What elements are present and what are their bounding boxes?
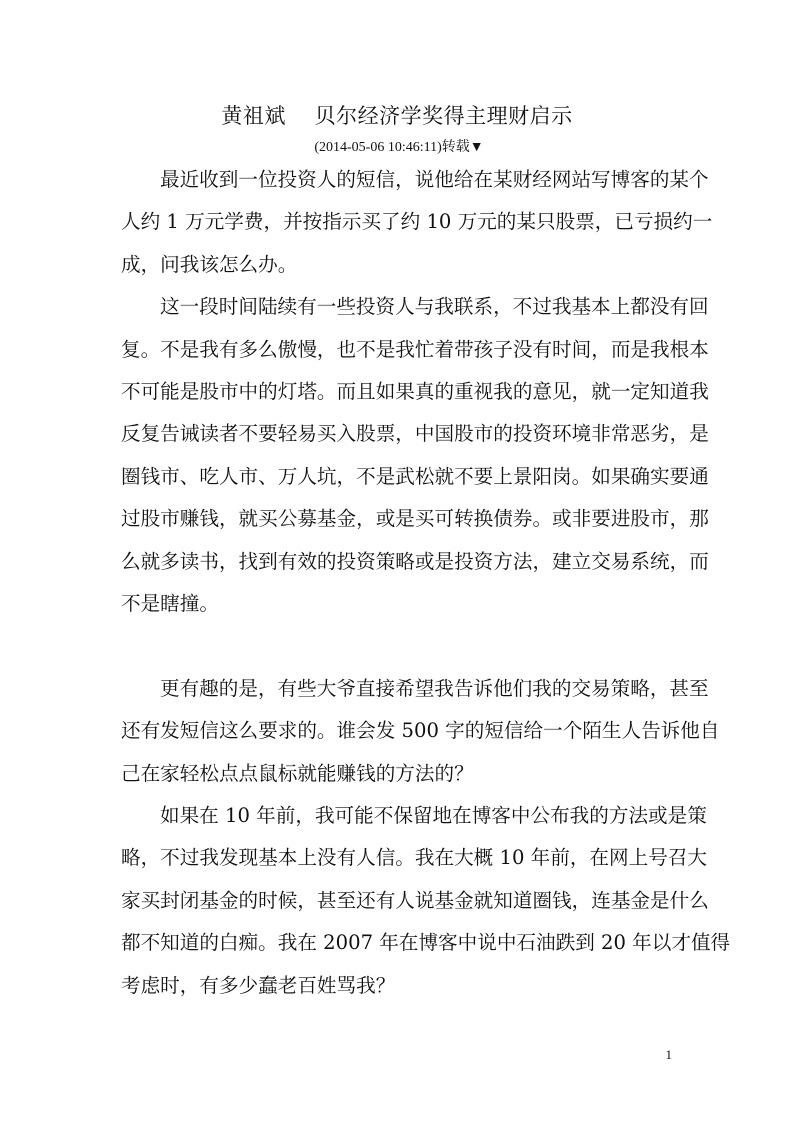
- text-line: 都不知道的白痴。我在 2007 年在博客中说中石油跌到 20 年以才值得: [121, 931, 731, 955]
- document-title: 黄祖斌 贝尔经济学奖得主理财启示: [221, 104, 573, 128]
- text-line: 么就多读书，找到有效的投资策略或是投资方法，建立交易系统，而: [121, 549, 709, 573]
- text-line: 家买封闭基金的时候，甚至还有人说基金就知道圈钱，连基金是什么: [121, 888, 709, 912]
- page-number: 1: [665, 1047, 672, 1062]
- text-line: 圈钱市、吃人市、万人坑，不是武松就不要上景阳岗。如果确实要通: [121, 464, 709, 488]
- text-line: 成，问我该怎么办。: [121, 252, 298, 276]
- text-line: 人约 1 万元学费，并按指示买了约 10 万元的某只股票，已亏损约一: [121, 210, 713, 234]
- paragraph: [121, 795, 731, 1007]
- text-line: 这一段时间陆续有一些投资人与我联系，不过我基本上都没有回: [160, 295, 709, 319]
- paragraph: [121, 159, 713, 286]
- blank-line: [121, 625, 675, 667]
- text-line: 复。不是我有多么傲慢，也不是我忙着带孩子没有时间，而是我根本: [121, 337, 709, 361]
- text-line: 己在家轻松点点鼠标就能赚钱的方法的？: [121, 761, 474, 785]
- text-line: 更有趣的是，有些大爷直接希望我告诉他们我的交易策略，甚至: [160, 676, 709, 700]
- text-line: 如果在 10 年前，我可能不保留地在博客中公布我的方法或是策: [160, 804, 707, 828]
- paragraph: [121, 668, 720, 795]
- text-line: 还有发短信这么要求的。谁会发 500 字的短信给一个陌生人告诉他自: [121, 719, 720, 743]
- document-meta: (2014-05-06 10:46:11)转载▼: [314, 140, 484, 155]
- document-body: [121, 159, 731, 1007]
- text-line: 考虑时，有多少蠢老百姓骂我？: [121, 973, 396, 997]
- text-line: 不可能是股市中的灯塔。而且如果真的重视我的意见，就一定知道我: [121, 380, 709, 404]
- text-line: 反复告诫读者不要轻易买入股票，中国股市的投资环境非常恶劣，是: [121, 422, 709, 446]
- text-line: 过股市赚钱，就买公募基金，或是买可转换债券。或非要进股市，那: [121, 507, 709, 531]
- text-line: 略，不过我发现基本上没有人信。我在大概 10 年前，在网上号召大: [121, 846, 708, 870]
- text-line: 不是瞎撞。: [121, 592, 219, 616]
- text-line: 最近收到一位投资人的短信，说他给在某财经网站写博客的某个: [160, 168, 709, 191]
- paragraph: [121, 286, 709, 625]
